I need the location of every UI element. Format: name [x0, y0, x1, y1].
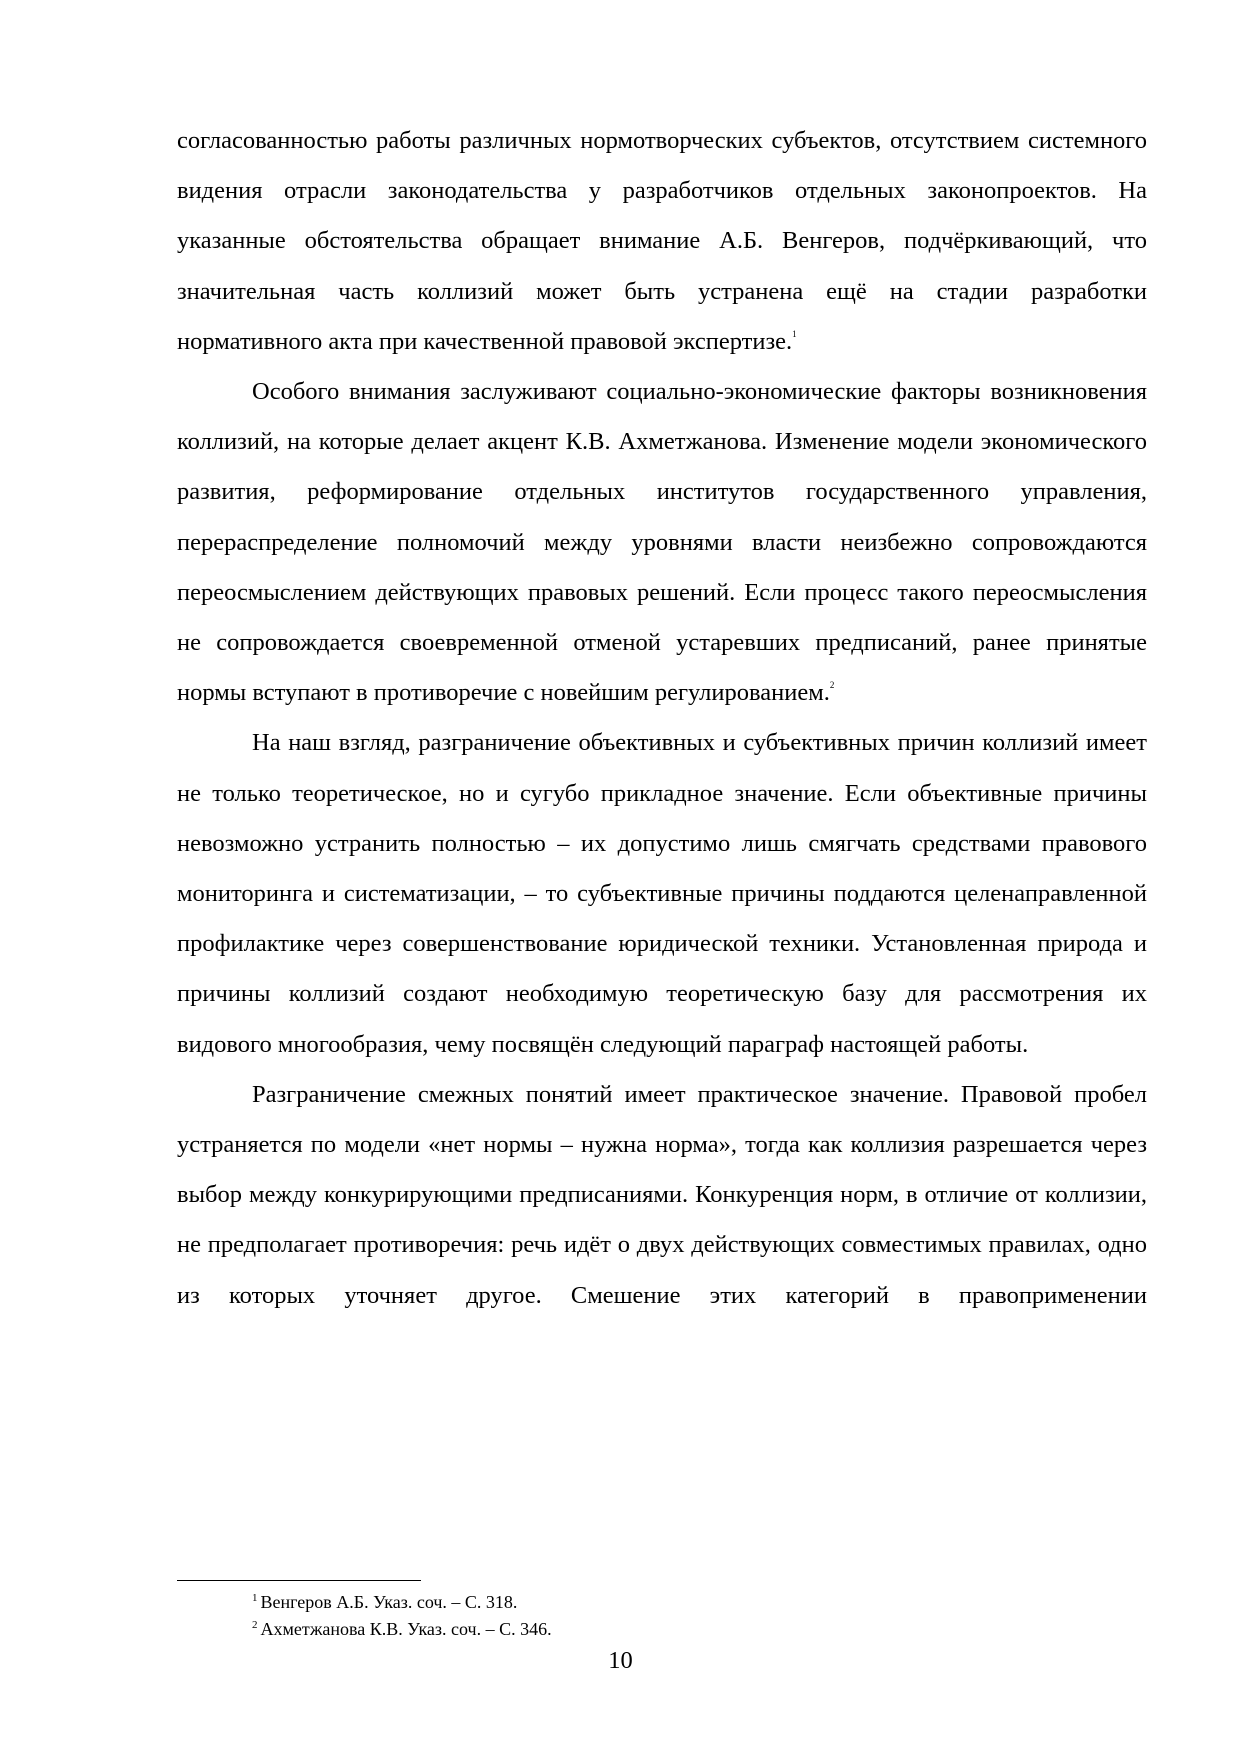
paragraph-text: Особого внимания заслуживают социально-экономические факторы возникновения коллизий, на которые делает акцент К.В. Ахметжанова. Изменение модели экономического развития, реформирование отдельных институтов государственного управления, перераспределение полномочий между уровнями власти неизбежно сопровождаются переосмыслением действующих правовых решений. Если процесс такого переосмысления не сопровождается своевременной отменой устаревших предписаний, ранее принятые нормы вступают в противоречие с новейшим регулированием.	[177, 378, 1147, 707]
paragraph-text: согласованностью работы различных нормотворческих субъектов, отсутствием системного видения отрасли законодательства у разработчиков отдельных законопроектов. На указанные обстоятельства обращает внимание А.Б. Венгеров, подчёркивающий, что значительная часть коллизий может быть устранена ещё на стадии разработки нормативного акта при качественной правовой экспертизе.	[177, 127, 1147, 355]
footnote-reference[interactable]: 2	[829, 680, 835, 691]
body-text	[177, 116, 1147, 1321]
footnote-text: Венгеров А.Б. Указ. соч. – С. 318.	[260, 1592, 518, 1612]
footnote-number: 2	[252, 1619, 258, 1631]
footnote-text: Ахметжанова К.В. Указ. соч. – С. 346.	[260, 1619, 552, 1639]
footnote-number: 1	[252, 1592, 258, 1604]
footnote-2	[252, 1617, 1132, 1644]
paragraph-1	[177, 116, 1147, 367]
paragraph-3	[177, 718, 1147, 1069]
page-number: 10	[608, 1647, 633, 1674]
paragraph-text: Разграничение смежных понятий имеет практическое значение. Правовой пробел устраняется по модели «нет нормы – нужна норма», тогда как коллизия разрешается через выбор между конкурирующими предписаниями. Конкуренция норм, в отличие от коллизии, не предполагает противоречия: речь идёт о двух действующих совместимых правилах, одно из которых уточняет другое. Смешение этих категорий в правоприменении	[177, 1080, 1147, 1309]
paragraph-4	[177, 1070, 1147, 1321]
footnote-reference[interactable]: 1	[792, 328, 797, 339]
footnote-separator	[177, 1580, 421, 1581]
footnotes	[252, 1590, 1132, 1644]
paragraph-text: На наш взгляд, разграничение объективных и субъективных причин коллизий имеет не только теоретическое, но и сугубо прикладное значение. Если объективные причины невозможно устранить полностью – их допустимо лишь смягчать средствами правового мониторинга и систематизации, – то субъективные причины поддаются целенаправленной профилактике через совершенствование юридической техники. Установленная природа и причины коллизий создают необходимую теоретическую базу для рассмотрения их видового многообразия, чему посвящён следующий параграф настоящей работы.	[177, 729, 1147, 1058]
footnote-1	[252, 1590, 1132, 1617]
paragraph-2	[177, 367, 1147, 718]
